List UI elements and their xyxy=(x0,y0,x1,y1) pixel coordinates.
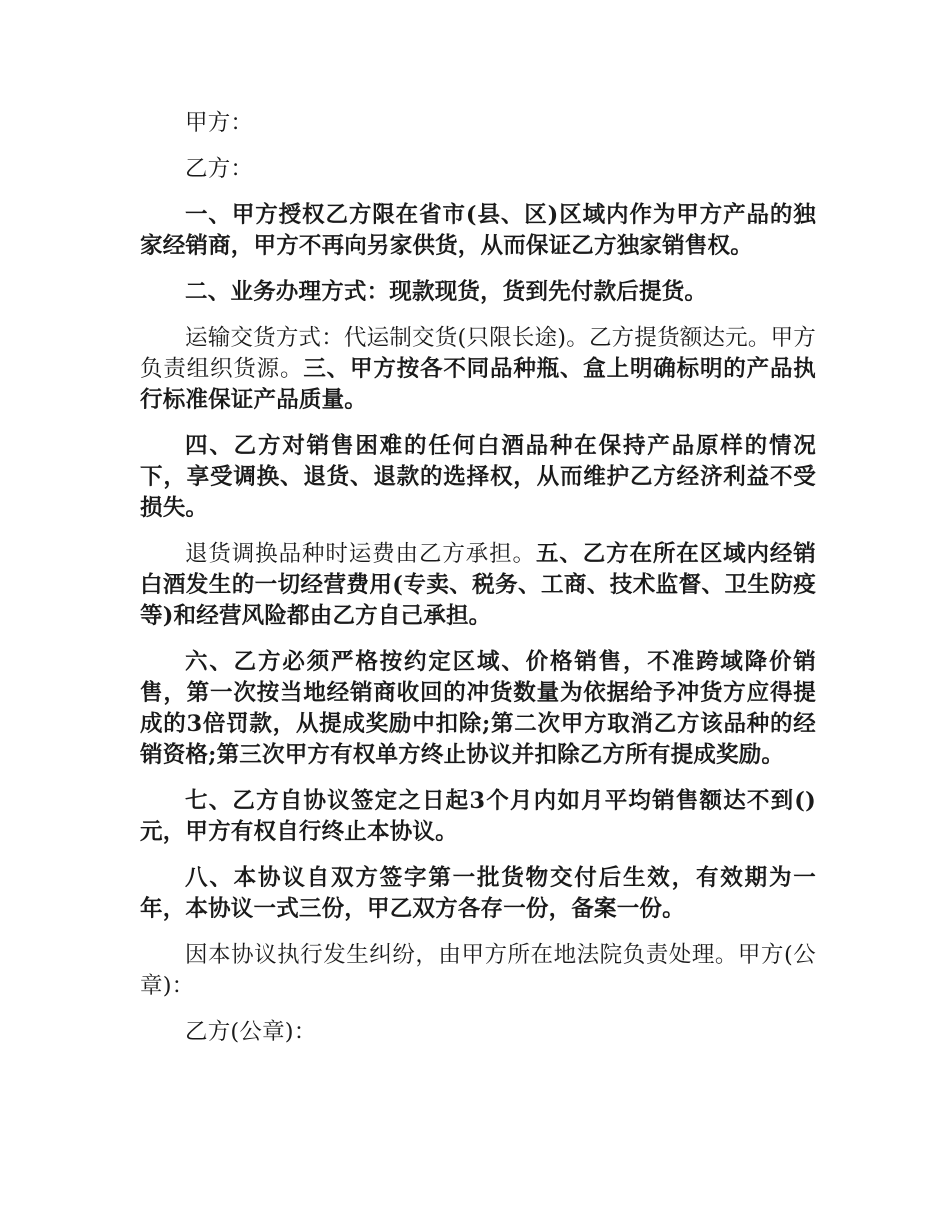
clause-7 xyxy=(140,786,816,848)
dispute-and-party-a-seal xyxy=(140,940,816,1002)
transport-and-clause-3 xyxy=(140,323,816,416)
paragraph-text: 八、本协议自双方签字第一批货物交付后生效，有效期为一年，本协议一式三份，甲乙双方各存一份，备案一份。 xyxy=(140,865,816,922)
clause-2 xyxy=(140,277,816,308)
paragraph-text: 五、乙方在所在区域内经销白酒发生的一切经营费用(专卖、税务、工商、技术监督、卫生防疫等)和经营风险都由乙方自己承担。 xyxy=(140,541,816,629)
paragraph-text: 一、甲方授权乙方限在省市(县、区)区域内作为甲方产品的独家经销商，甲方不再向另家供货，从而保证乙方独家销售权。 xyxy=(140,202,816,259)
paragraph-text: 甲方： xyxy=(185,110,254,136)
paragraph-text: 七、乙方自协议签定之日起3个月内如月平均销售额达不到()元，甲方有权自行终止本协议。 xyxy=(140,788,816,845)
paragraph-text: 因本协议执行发生纠纷，由甲方所在地法院负责处理。甲方(公章)： xyxy=(140,942,816,999)
return-and-clause-5 xyxy=(140,539,816,632)
document-page xyxy=(140,108,816,1063)
paragraph-text: 运输交货方式：代运制交货(只限长途)。乙方提货额达元。甲方负责组织货源。 xyxy=(140,325,816,382)
paragraph-text: 三、甲方按各不同品种瓶、盒上明确标明的产品执行标准保证产品质量。 xyxy=(140,356,816,413)
paragraph-text: 乙方(公章)： xyxy=(185,1019,317,1045)
party-a-line xyxy=(140,108,816,139)
clause-8 xyxy=(140,863,816,925)
party-b-line xyxy=(140,154,816,185)
party-b-seal xyxy=(140,1017,816,1048)
paragraph-text: 二、业务办理方式：现款现货，货到先付款后提货。 xyxy=(185,279,708,305)
clause-1 xyxy=(140,200,816,262)
paragraph-text: 六、乙方必须严格按约定区域、价格销售，不准跨域降价销售，第一次按当地经销商收回的冲货数量为依据给予冲货方应得提成的3倍罚款，从提成奖励中扣除;第二次甲方取消乙方该品种的经销资格;第三次甲方有权单方终止协议并扣除乙方所有提成奖励。 xyxy=(140,649,816,768)
paragraph-text: 乙方： xyxy=(185,156,254,182)
clause-6 xyxy=(140,647,816,771)
paragraph-text: 退货调换品种时运费由乙方承担。 xyxy=(185,541,536,567)
paragraph-text: 四、乙方对销售困难的任何白酒品种在保持产品原样的情况下，享受调换、退货、退款的选择权，从而维护乙方经济利益不受损失。 xyxy=(140,433,816,521)
clause-4 xyxy=(140,431,816,524)
